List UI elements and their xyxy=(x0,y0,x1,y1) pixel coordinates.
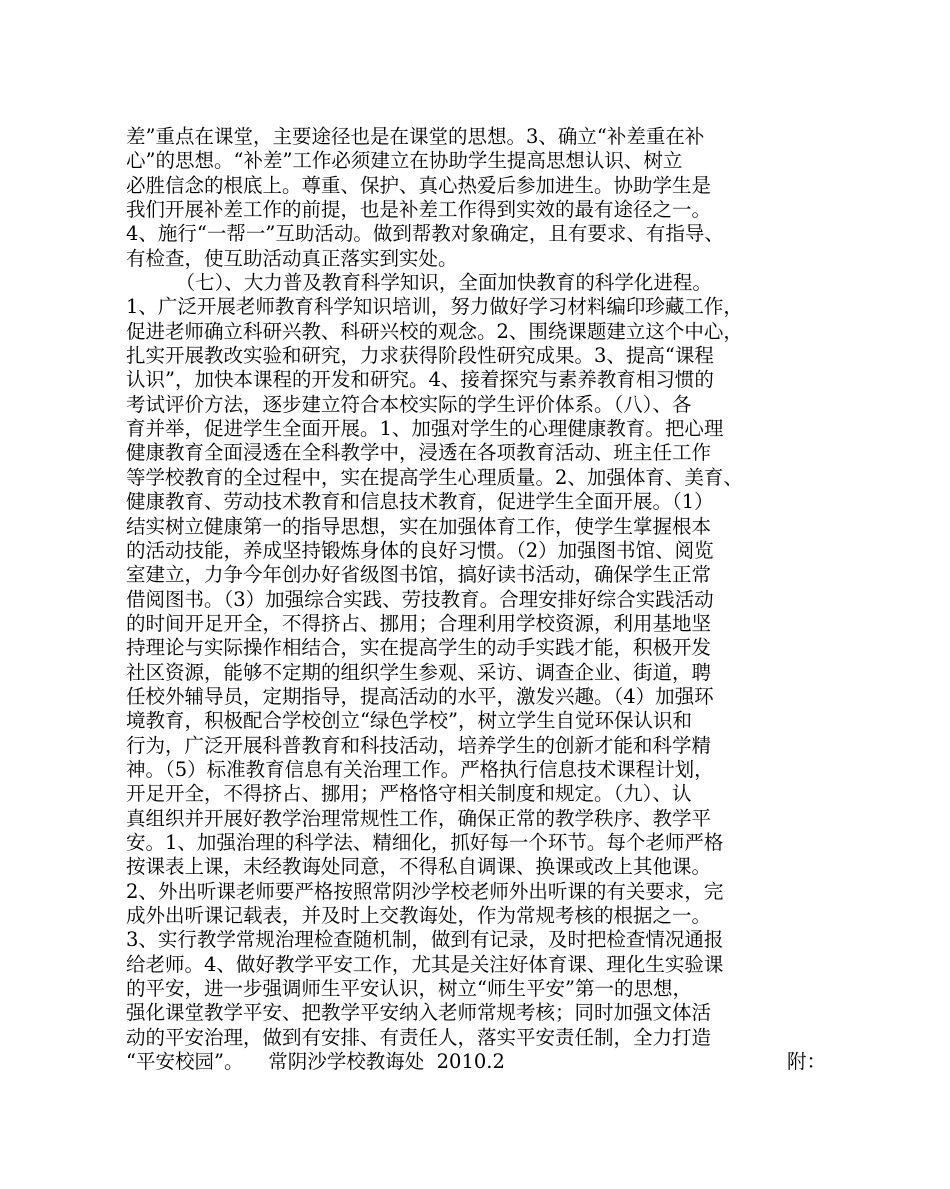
text-line-22: 持理论与实际操作相结合，实在提高学生的动手实践才能，积极开发 xyxy=(126,636,712,660)
text-line-9: 促进老师确立科研兴教、科研兴校的观念。2、围绕课题建立这个中心， xyxy=(126,319,743,343)
text-line-5: 4、施行“一帮一”互助活动。做到帮教对象确定，且有要求、有指导、 xyxy=(126,222,724,246)
text-line-14: 健康教育全面浸透在全科教学中，浸透在各项教育活动、班主任工作 xyxy=(126,441,712,465)
text-line-28: 开足开全，不得挤占、挪用；严格恪守相关制度和规定。（九）、认 xyxy=(126,782,692,806)
text-line-16: 健康教育、劳动技术教育和信息技术教育，促进学生全面开展。（1） xyxy=(126,490,714,514)
text-line-26: 行为，广泛开展科普教育和科技活动，培养学生的创新才能和科学精 xyxy=(126,733,712,757)
text-line-11: 认识”，加快本课程的开发和研究。4、接着探究与素养教育相习惯的 xyxy=(126,368,714,392)
text-line-34: 3、实行教学常规治理检查随机制，做到有记录，及时把检查情况通报 xyxy=(126,928,724,952)
text-line-29: 真组织并开展好教学治理常规性工作，确保正常的教学秩序、教学平 xyxy=(126,806,712,830)
text-line-6: 有检查，使互助活动真正落实到实处。 xyxy=(126,246,458,270)
attachment-label: 附： xyxy=(786,1050,826,1074)
text-line-20: 借阅图书。（3）加强综合实践、劳技教育。合理安排好综合实践活动 xyxy=(126,587,714,611)
text-line-15: 等学校教育的全过程中，实在提高学生心理质量。2、加强体育、美育、 xyxy=(126,465,743,489)
text-line-36: 的平安，进一步强调师生平安认识，树立“师生平安”第一的思想， xyxy=(126,977,692,1001)
text-line-13: 育并举，促进学生全面开展。1、加强对学生的心理健康教育。把心理 xyxy=(126,417,724,441)
text-line-12: 考试评价方法，逐步建立符合本校实际的学生评价体系。（八）、各 xyxy=(126,392,692,416)
text-line-24: 任校外辅导员，定期指导，提高活动的水平，激发兴趣。（4）加强环 xyxy=(126,684,714,708)
text-line-35: 给老师。4、做好教学平安工作，尤其是关注好体育课、理化生实验课 xyxy=(126,952,724,976)
text-line-18: 的活动技能，养成坚持锻炼身体的良好习惯。（2）加强图书馆、阅览 xyxy=(126,538,714,562)
text-line-37: 强化课堂教学平安、把教学平安纳入老师常规考核；同时加强文体活 xyxy=(126,1001,712,1025)
text-line-27: 神。（5）标准教育信息有关治理工作。严格执行信息技术课程计划， xyxy=(126,757,714,781)
text-line-38: 动的平安治理，做到有安排、有责任人，落实平安责任制，全力打造 xyxy=(126,1025,712,1049)
closing-line xyxy=(126,1050,826,1074)
section-seven-heading-line: （七）、大力普及教育科学知识，全面加快教育的科学化进程。 xyxy=(126,271,712,295)
text-line-31: 按课表上课，未经教诲处同意，不得私自调课、换课或改上其他课。 xyxy=(126,855,712,879)
text-line-2: 心”的思想。“补差”工作必须建立在协助学生提高思想认识、树立 xyxy=(126,149,683,173)
text-line-23: 社区资源，能够不定期的组织学生参观、采访、调查企业、街道，聘 xyxy=(126,660,712,684)
text-line-4: 我们开展补差工作的前提，也是补差工作得到实效的最有途径之一。 xyxy=(126,198,712,222)
closing-signature: “平安校园”。 常阴沙学校教诲处 2010.2 xyxy=(126,1050,505,1074)
text-line-33: 成外出听课记载表，并及时上交教诲处，作为常规考核的根据之一。 xyxy=(126,904,712,927)
text-line-25: 境教育，积极配合学校创立“绿色学校”，树立学生自觉环保认识和 xyxy=(126,709,692,733)
text-line-1: 差”重点在课堂，主要途径也是在课堂的思想。3、确立“补差重在补 xyxy=(126,125,705,148)
text-line-10: 扎实开展教改实验和研究，力求获得阶段性研究成果。3、提高“课程 xyxy=(126,344,714,368)
text-line-19: 室建立，力争今年创办好省级图书馆，搞好读书活动，确保学生正常 xyxy=(126,563,712,587)
text-line-32: 2、外出听课老师要严格按照常阴沙学校老师外出听课的有关要求，完 xyxy=(126,879,724,903)
text-line-30: 安。1、加强治理的科学法、精细化，抓好每一个环节。每个老师严格 xyxy=(126,830,724,854)
text-line-17: 结实树立健康第一的指导思想，实在加强体育工作，使学生掌握根本 xyxy=(126,514,712,538)
text-line-8: 1、广泛开展老师教育科学知识培训，努力做好学习材料编印珍藏工作， xyxy=(126,295,743,319)
text-line-21: 的时间开足开全，不得挤占、挪用；合理利用学校资源，利用基地坚 xyxy=(126,611,712,635)
text-line-3: 必胜信念的根底上。尊重、保护、真心热爱后参加进生。协助学生是 xyxy=(126,173,712,197)
body-text xyxy=(126,125,826,1074)
